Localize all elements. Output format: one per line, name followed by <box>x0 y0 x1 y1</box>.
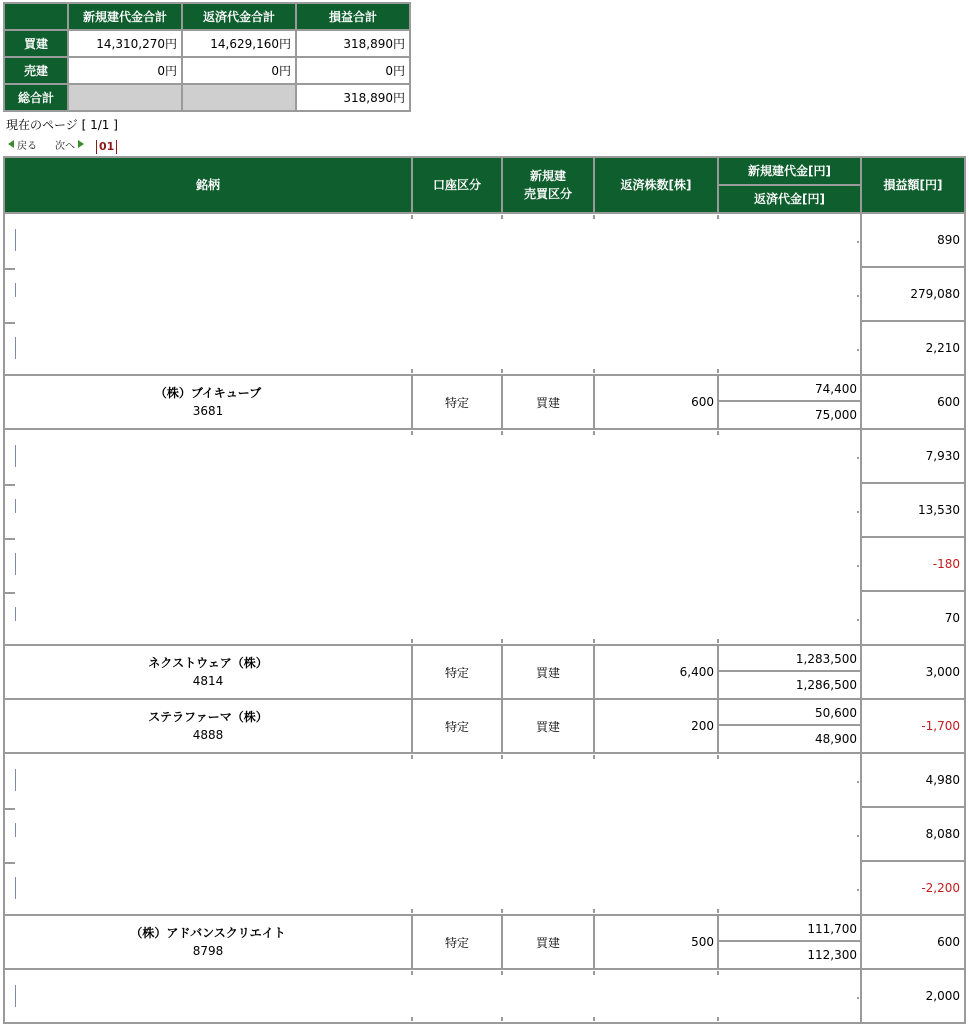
divider-tick <box>860 909 862 913</box>
pnl-cell: 600 <box>861 915 965 969</box>
divider-tick <box>593 971 595 975</box>
divider-tick <box>593 431 595 435</box>
pnl-cell: 13,530 <box>861 483 965 537</box>
shares-cell: 6,400 <box>594 645 718 699</box>
amount-dot <box>857 889 859 891</box>
divider-tick <box>411 369 413 373</box>
open-amount: 111,700 <box>719 916 860 942</box>
shares-cell: 200 <box>594 699 718 753</box>
table-row <box>4 915 965 969</box>
header-trade-type-line2: 売買区分 <box>523 187 572 201</box>
divider-tick <box>860 639 862 643</box>
header-open-amount: 新規建代金[円] <box>718 157 861 185</box>
close-amount: 112,300 <box>807 948 857 962</box>
summary-cell: 318,890円 <box>296 84 410 111</box>
divider-tick <box>411 755 413 759</box>
summary-cell: 318,890円 <box>296 30 410 57</box>
close-amount: 75,000 <box>815 408 857 422</box>
shares-cell: 600 <box>594 375 718 429</box>
amount-dot <box>857 241 859 243</box>
divider-tick <box>717 431 719 435</box>
divider-tick <box>593 755 595 759</box>
row-divider-stub <box>5 268 15 270</box>
obscured-region <box>4 213 861 375</box>
obscured-row <box>4 213 965 267</box>
divider-tick <box>717 1017 719 1021</box>
divider-tick <box>411 971 413 975</box>
pnl-cell: -180 <box>861 537 965 591</box>
divider-tick <box>717 639 719 643</box>
shares-cell: 500 <box>594 915 718 969</box>
obscured-row <box>4 753 965 807</box>
summary-row-label: 売建 <box>4 57 68 84</box>
divider-tick <box>860 215 862 219</box>
obscured-row <box>4 969 965 1023</box>
divider-tick <box>860 971 862 975</box>
amount-cell <box>718 645 861 699</box>
trade-type-cell: 買建 <box>502 375 594 429</box>
summary-cell: 0円 <box>68 57 182 84</box>
divider-tick <box>411 1017 413 1021</box>
divider-tick <box>411 909 413 913</box>
header-issue: 銘柄 <box>4 157 412 213</box>
divider-tick <box>860 1017 862 1021</box>
summary-row-buy <box>4 30 410 57</box>
issue-cell <box>4 915 412 969</box>
pnl-cell: -2,200 <box>861 861 965 915</box>
issue-name[interactable]: （株）ブイキューブ <box>154 386 262 400</box>
close-amount: 1,286,500 <box>795 678 857 692</box>
header-pnl: 損益額[円] <box>861 157 965 213</box>
issue-name[interactable]: ネクストウェア（株） <box>148 656 268 670</box>
summary-header-pnl-total: 損益合計 <box>296 3 410 30</box>
issue-code: 3681 <box>192 404 224 418</box>
obscured-speck <box>15 283 16 297</box>
obscured-speck <box>15 877 16 899</box>
amount-dot <box>857 619 859 621</box>
pnl-cell: 2,210 <box>861 321 965 375</box>
account-cell: 特定 <box>412 645 502 699</box>
issue-cell <box>4 699 412 753</box>
pnl-cell: 279,080 <box>861 267 965 321</box>
divider-tick <box>501 971 503 975</box>
obscured-speck <box>15 499 16 513</box>
divider-tick <box>501 369 503 373</box>
summary-table <box>3 2 411 112</box>
obscured-speck <box>15 607 16 621</box>
obscured-speck <box>15 769 16 791</box>
divider-tick <box>501 215 503 219</box>
obscured-region <box>4 969 861 1023</box>
trade-type-cell: 買建 <box>502 645 594 699</box>
pnl-cell: 2,000 <box>861 969 965 1023</box>
row-divider-stub <box>5 592 15 594</box>
obscured-speck <box>15 445 16 467</box>
divider-tick <box>411 215 413 219</box>
pnl-cell: 3,000 <box>861 645 965 699</box>
pnl-cell: 4,980 <box>861 753 965 807</box>
divider-tick <box>717 215 719 219</box>
table-row <box>4 645 965 699</box>
obscured-region <box>4 753 861 915</box>
summary-row-label: 総合計 <box>4 84 68 111</box>
divider-tick <box>593 215 595 219</box>
obscured-speck <box>15 823 16 837</box>
summary-header-open-total: 新規建代金合計 <box>68 3 182 30</box>
divider-tick <box>860 369 862 373</box>
divider-tick <box>593 369 595 373</box>
table-row <box>4 699 965 753</box>
row-divider-stub <box>5 538 15 540</box>
back-label: 戻る <box>17 140 37 152</box>
back-link[interactable] <box>8 137 37 152</box>
divider-tick <box>860 755 862 759</box>
divider-tick <box>411 639 413 643</box>
amount-cell <box>718 375 861 429</box>
amount-cell <box>718 915 861 969</box>
pager <box>8 134 117 154</box>
summary-row-total <box>4 84 410 111</box>
divider-tick <box>501 639 503 643</box>
issue-cell <box>4 645 412 699</box>
account-cell: 特定 <box>412 375 502 429</box>
row-divider-stub <box>5 322 15 324</box>
amount-dot <box>857 295 859 297</box>
amount-cell <box>718 699 861 753</box>
divider-tick <box>593 909 595 913</box>
divider-tick <box>717 909 719 913</box>
divider-tick <box>411 431 413 435</box>
amount-dot <box>857 457 859 459</box>
divider-tick <box>593 1017 595 1021</box>
account-cell: 特定 <box>412 699 502 753</box>
amount-dot <box>857 997 859 999</box>
table-header-row <box>4 157 965 185</box>
pnl-cell: 890 <box>861 213 965 267</box>
summary-cell: 14,629,160円 <box>182 30 296 57</box>
next-label: 次へ <box>55 140 75 152</box>
current-page-text: 現在のページ [ 1/1 ] <box>6 118 118 132</box>
header-account: 口座区分 <box>412 157 502 213</box>
summary-cell: 0円 <box>296 57 410 84</box>
summary-cell: 14,310,270円 <box>68 30 182 57</box>
row-divider-stub <box>5 862 15 864</box>
account-cell: 特定 <box>412 915 502 969</box>
trade-type-cell: 買建 <box>502 699 594 753</box>
obscured-speck <box>15 337 16 359</box>
pnl-cell: 70 <box>861 591 965 645</box>
summary-cell-empty <box>68 84 182 111</box>
trade-type-cell: 買建 <box>502 915 594 969</box>
header-shares: 返済株数[株] <box>594 157 718 213</box>
trade-history-table <box>3 156 966 1024</box>
summary-cell-empty <box>182 84 296 111</box>
pnl-cell: 8,080 <box>861 807 965 861</box>
amount-dot <box>857 835 859 837</box>
issue-code: 8798 <box>192 944 224 958</box>
divider-tick <box>501 909 503 913</box>
obscured-speck <box>15 553 16 575</box>
obscured-speck <box>15 985 16 1007</box>
open-amount: 50,600 <box>719 700 860 726</box>
amount-dot <box>857 565 859 567</box>
summary-row-sell <box>4 57 410 84</box>
issue-code: 4814 <box>192 674 224 688</box>
issue-name[interactable]: （株）アドバンスクリエイト <box>130 926 286 940</box>
pnl-cell: 600 <box>861 375 965 429</box>
table-body <box>4 213 965 1023</box>
next-link[interactable] <box>55 137 84 152</box>
open-amount: 1,283,500 <box>719 646 860 672</box>
row-divider-stub <box>5 484 15 486</box>
summary-cell: 0円 <box>182 57 296 84</box>
obscured-speck <box>15 229 16 251</box>
divider-tick <box>593 639 595 643</box>
close-amount: 48,900 <box>815 732 857 746</box>
summary-header-row <box>4 3 410 30</box>
row-divider-stub <box>5 808 15 810</box>
issue-code: 4888 <box>192 728 224 742</box>
obscured-row <box>4 429 965 483</box>
page-number[interactable]: 01 <box>96 140 117 154</box>
summary-corner <box>4 3 68 30</box>
divider-tick <box>717 369 719 373</box>
summary-row-label: 買建 <box>4 30 68 57</box>
amount-dot <box>857 781 859 783</box>
divider-tick <box>717 755 719 759</box>
divider-tick <box>860 431 862 435</box>
summary-header-close-total: 返済代金合計 <box>182 3 296 30</box>
divider-tick <box>501 431 503 435</box>
left-arrow-icon <box>8 140 14 148</box>
pnl-cell: -1,700 <box>861 699 965 753</box>
divider-tick <box>717 971 719 975</box>
issue-name[interactable]: ステラファーマ（株） <box>148 710 268 724</box>
header-trade-type-line1: 新規建 <box>529 169 566 183</box>
open-amount: 74,400 <box>719 376 860 402</box>
divider-tick <box>501 755 503 759</box>
amount-dot <box>857 349 859 351</box>
obscured-region <box>4 429 861 645</box>
table-row <box>4 375 965 429</box>
header-close-amount: 返済代金[円] <box>718 185 861 213</box>
issue-cell <box>4 375 412 429</box>
amount-dot <box>857 511 859 513</box>
header-trade-type <box>502 157 594 213</box>
right-arrow-icon <box>78 140 84 148</box>
pnl-cell: 7,930 <box>861 429 965 483</box>
divider-tick <box>501 1017 503 1021</box>
